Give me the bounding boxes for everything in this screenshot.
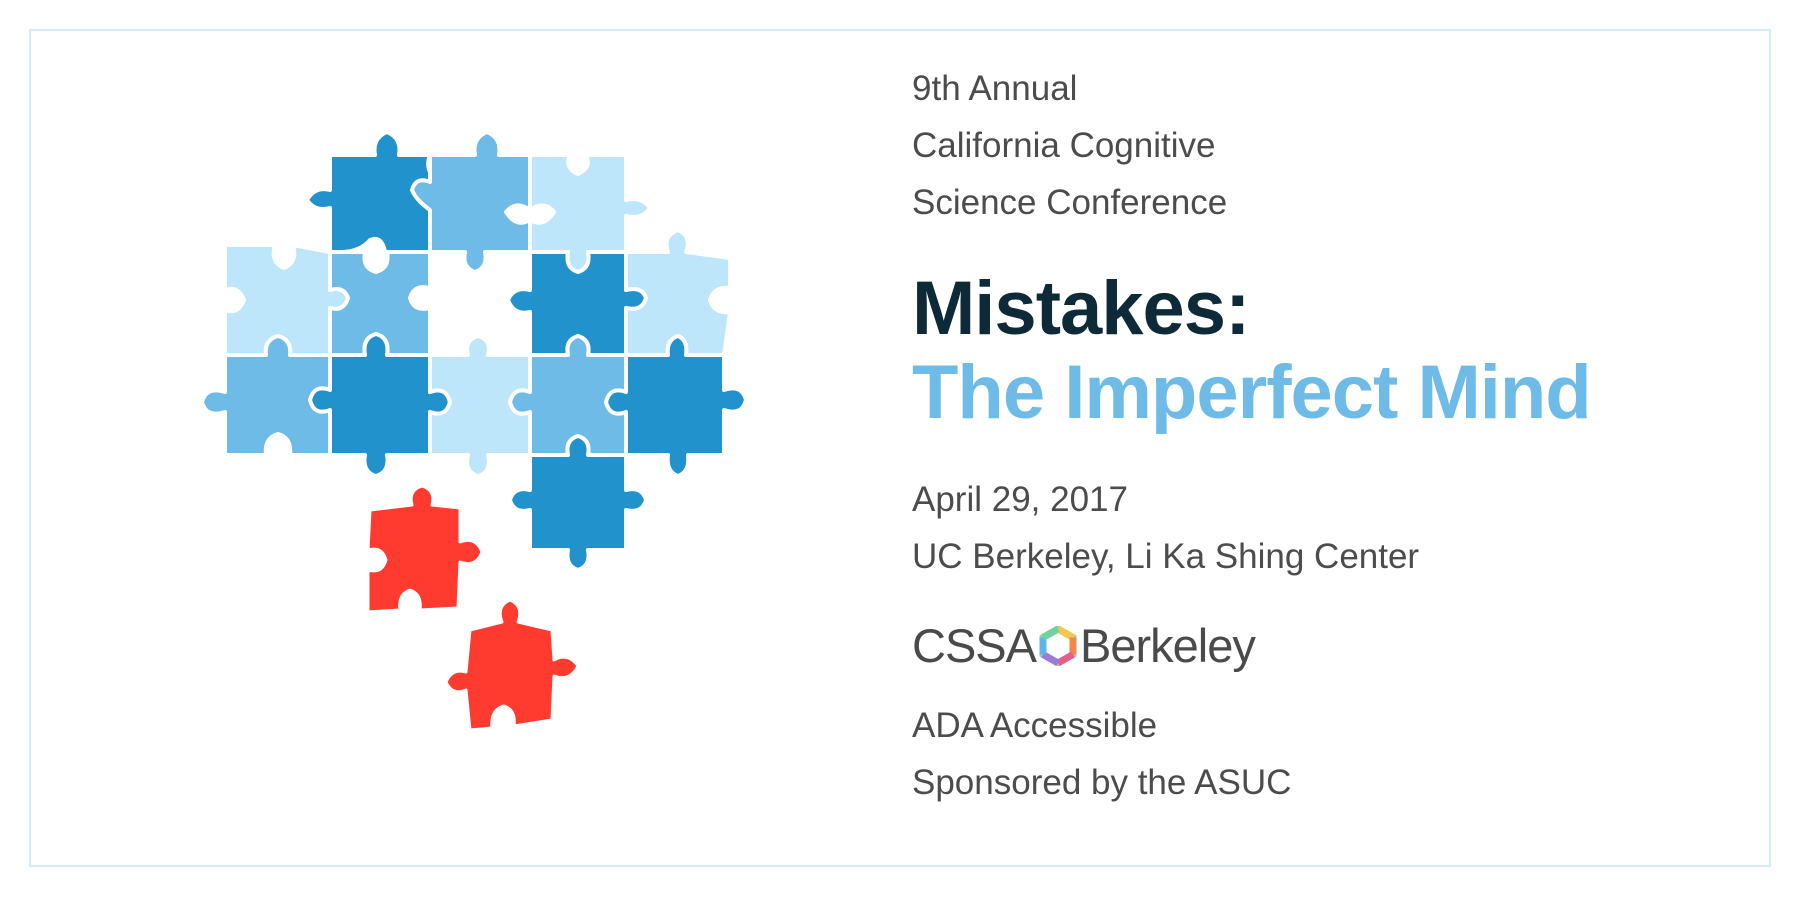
header-line-3: Science Conference [912, 183, 1228, 222]
puzzle-brain-illustration [150, 100, 800, 780]
logo-left-text: CSSA [912, 619, 1036, 672]
conference-title [912, 267, 1732, 435]
text-column [912, 60, 1732, 811]
sponsor-note: Sponsored by the ASUC [912, 763, 1292, 802]
puzzle-brain-icon [150, 100, 800, 780]
logo-right-text: Berkeley [1080, 619, 1255, 672]
header-line-2: California Cognitive [912, 126, 1216, 165]
footer-info [912, 697, 1732, 811]
event-date: April 29, 2017 [912, 480, 1128, 519]
header-line-1: 9th Annual [912, 69, 1078, 108]
accessibility-note: ADA Accessible [912, 706, 1158, 745]
title-line-1: Mistakes: [912, 266, 1250, 351]
puzzle-piece [202, 132, 746, 570]
event-venue: UC Berkeley, Li Ka Shing Center [912, 537, 1420, 576]
title-line-2: The Imperfect Mind [912, 350, 1591, 435]
conference-header [912, 60, 1732, 231]
event-details [912, 471, 1732, 585]
cssa-hexagon-icon [1038, 626, 1078, 666]
cssa-berkeley-logo [912, 615, 1732, 677]
